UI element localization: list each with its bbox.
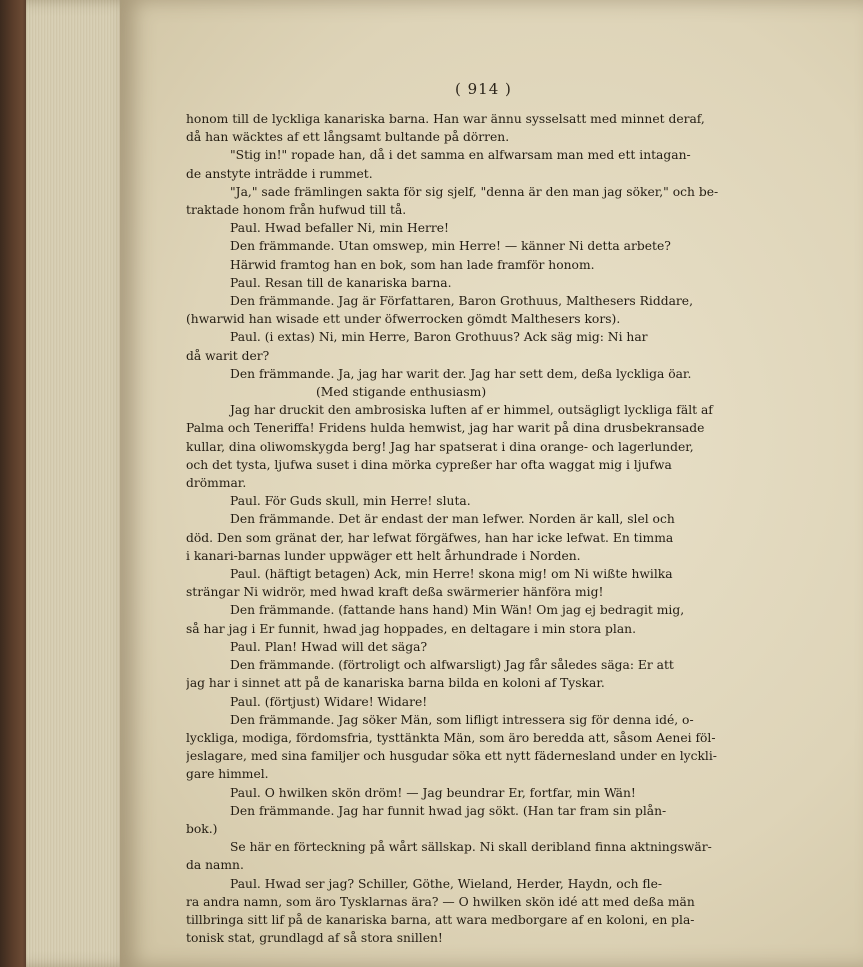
text-line: så har jag i Er funnit, hwad jag hoppades, en deltagare i min stora plan. xyxy=(186,621,637,636)
text-line: Den främmande. Ja, jag har warit der. Jag har sett dem, deßa lyckliga öar. xyxy=(230,366,692,381)
text-line: da namn. xyxy=(186,858,244,873)
text-line: Paul. O hwilken skön dröm! — Jag beundrar Er, fortfar, min Wän! xyxy=(230,785,636,800)
text-line: Paul. (förtjust) Widare! Widare! xyxy=(230,694,428,709)
text-line: drömmar. xyxy=(186,476,247,491)
text-line: död. Den som gränat der, har lefwat förgäfwes, han har icke lefwat. En timma xyxy=(186,530,674,545)
text-line: (hwarwid han wisade ett under öfwerrocken gömdt Malthesers kors). xyxy=(186,312,621,327)
text-line: Den främmande. Jag har funnit hwad jag sökt. (Han tar fram sin plån- xyxy=(230,803,667,818)
text-line: Paul. För Guds skull, min Herre! sluta. xyxy=(230,494,471,509)
text-line: jag har i sinnet att på de kanariska barna bilda en koloni af Tyskar. xyxy=(186,676,605,691)
text-line: Härwid framtog han en bok, som han lade framför honom. xyxy=(230,257,595,272)
text-line: Den främmande. (fattande hans hand) Min Wän! Om jag ej bedragit mig, xyxy=(230,603,685,618)
text-line: jeslagare, med sina familjer och husgudar söka ett nytt fädernesland under en lyckli- xyxy=(186,749,717,764)
text-line: Paul. Plan! Hwad will det säga? xyxy=(230,639,428,654)
text-line: Paul. Hwad befaller Ni, min Herre! xyxy=(230,221,449,236)
text-line: Den främmande. Jag söker Män, som lifligt intressera sig för denna idé, o- xyxy=(230,712,694,727)
page-text xyxy=(186,110,806,947)
text-line: ra andra namn, som äro Tysklarnas ära? — O hwilken skön idé att med deßa män xyxy=(186,894,695,909)
text-line: i kanari-barnas lunder uppwäger ett helt århundrade i Norden. xyxy=(186,548,581,563)
text-line: Paul. (i extas) Ni, min Herre, Baron Grothuus? Ack säg mig: Ni har xyxy=(230,330,648,345)
text-line: Palma och Teneriffa! Fridens hulda hemwist, jag har warit på dina drusbekransade xyxy=(186,421,705,436)
text-line: de anstyte inträdde i rummet. xyxy=(186,166,373,181)
text-line: Paul. (häftigt betagen) Ack, min Herre! skona mig! om Ni wißte hwilka xyxy=(230,567,673,582)
text-line: Paul. Resan till de kanariska barna. xyxy=(230,275,452,290)
text-line: lyckliga, modiga, fördomsfria, tysttänkta Män, som äro beredda att, såsom Aenei föl- xyxy=(186,730,716,745)
text-line: och det tysta, ljufwa suset i dina mörka cypreßer har ofta waggat mig i ljufwa xyxy=(186,457,672,472)
text-line: Se här en förteckning på wårt sällskap. Ni skall deribland finna aktningswär- xyxy=(230,840,712,855)
text-line: tillbringa sitt lif på de kanariska barna, att wara medborgare af en koloni, en pla- xyxy=(186,912,695,927)
text-line: Paul. Hwad ser jag? Schiller, Göthe, Wieland, Herder, Haydn, och fle- xyxy=(230,876,663,891)
text-line: då warit der? xyxy=(186,348,270,363)
text-line: Den främmande. Utan omswep, min Herre! — känner Ni detta arbete? xyxy=(230,239,671,254)
text-line: bok.) xyxy=(186,821,218,836)
text-line: gare himmel. xyxy=(186,767,269,782)
page-number: ( 914 ) xyxy=(455,80,512,98)
text-line: Den främmande. Jag är Författaren, Baron Grothuus, Malthesers Riddare, xyxy=(230,294,693,309)
text-line: (Med stigande enthusiasm) xyxy=(316,385,487,400)
text-line: tonisk stat, grundlagd af så stora snillen! xyxy=(186,931,443,946)
text-line: traktade honom från hufwud till tå. xyxy=(186,203,407,218)
text-line: strängar Ni widrör, med hwad kraft deßa swärmerier hänföra mig! xyxy=(186,585,604,600)
text-line: kullar, dina oliwomskygda berg! Jag har spatserat i dina orange- och lagerlunder, xyxy=(186,439,694,454)
text-line: Den främmande. (förtroligt och alfwarsligt) Jag får således säga: Er att xyxy=(230,658,674,673)
text-line: Den främmande. Det är endast der man lefwer. Norden är kall, slel och xyxy=(230,512,675,527)
text-line: "Stig in!" ropade han, då i det samma en alfwarsam man med ett intagan- xyxy=(230,148,691,163)
text-line: honom till de lyckliga kanariska barna. Han war ännu sysselsatt med minnet deraf, xyxy=(186,112,705,126)
text-line: då han wäcktes af ett långsamt bultande på dörren. xyxy=(186,130,510,145)
text-line: Jag har druckit den ambrosiska luften af er himmel, outsägligt lyckliga fält af xyxy=(230,403,713,418)
text-line: "Ja," sade främlingen sakta för sig sjelf, "denna är den man jag söker," och be- xyxy=(230,184,719,199)
